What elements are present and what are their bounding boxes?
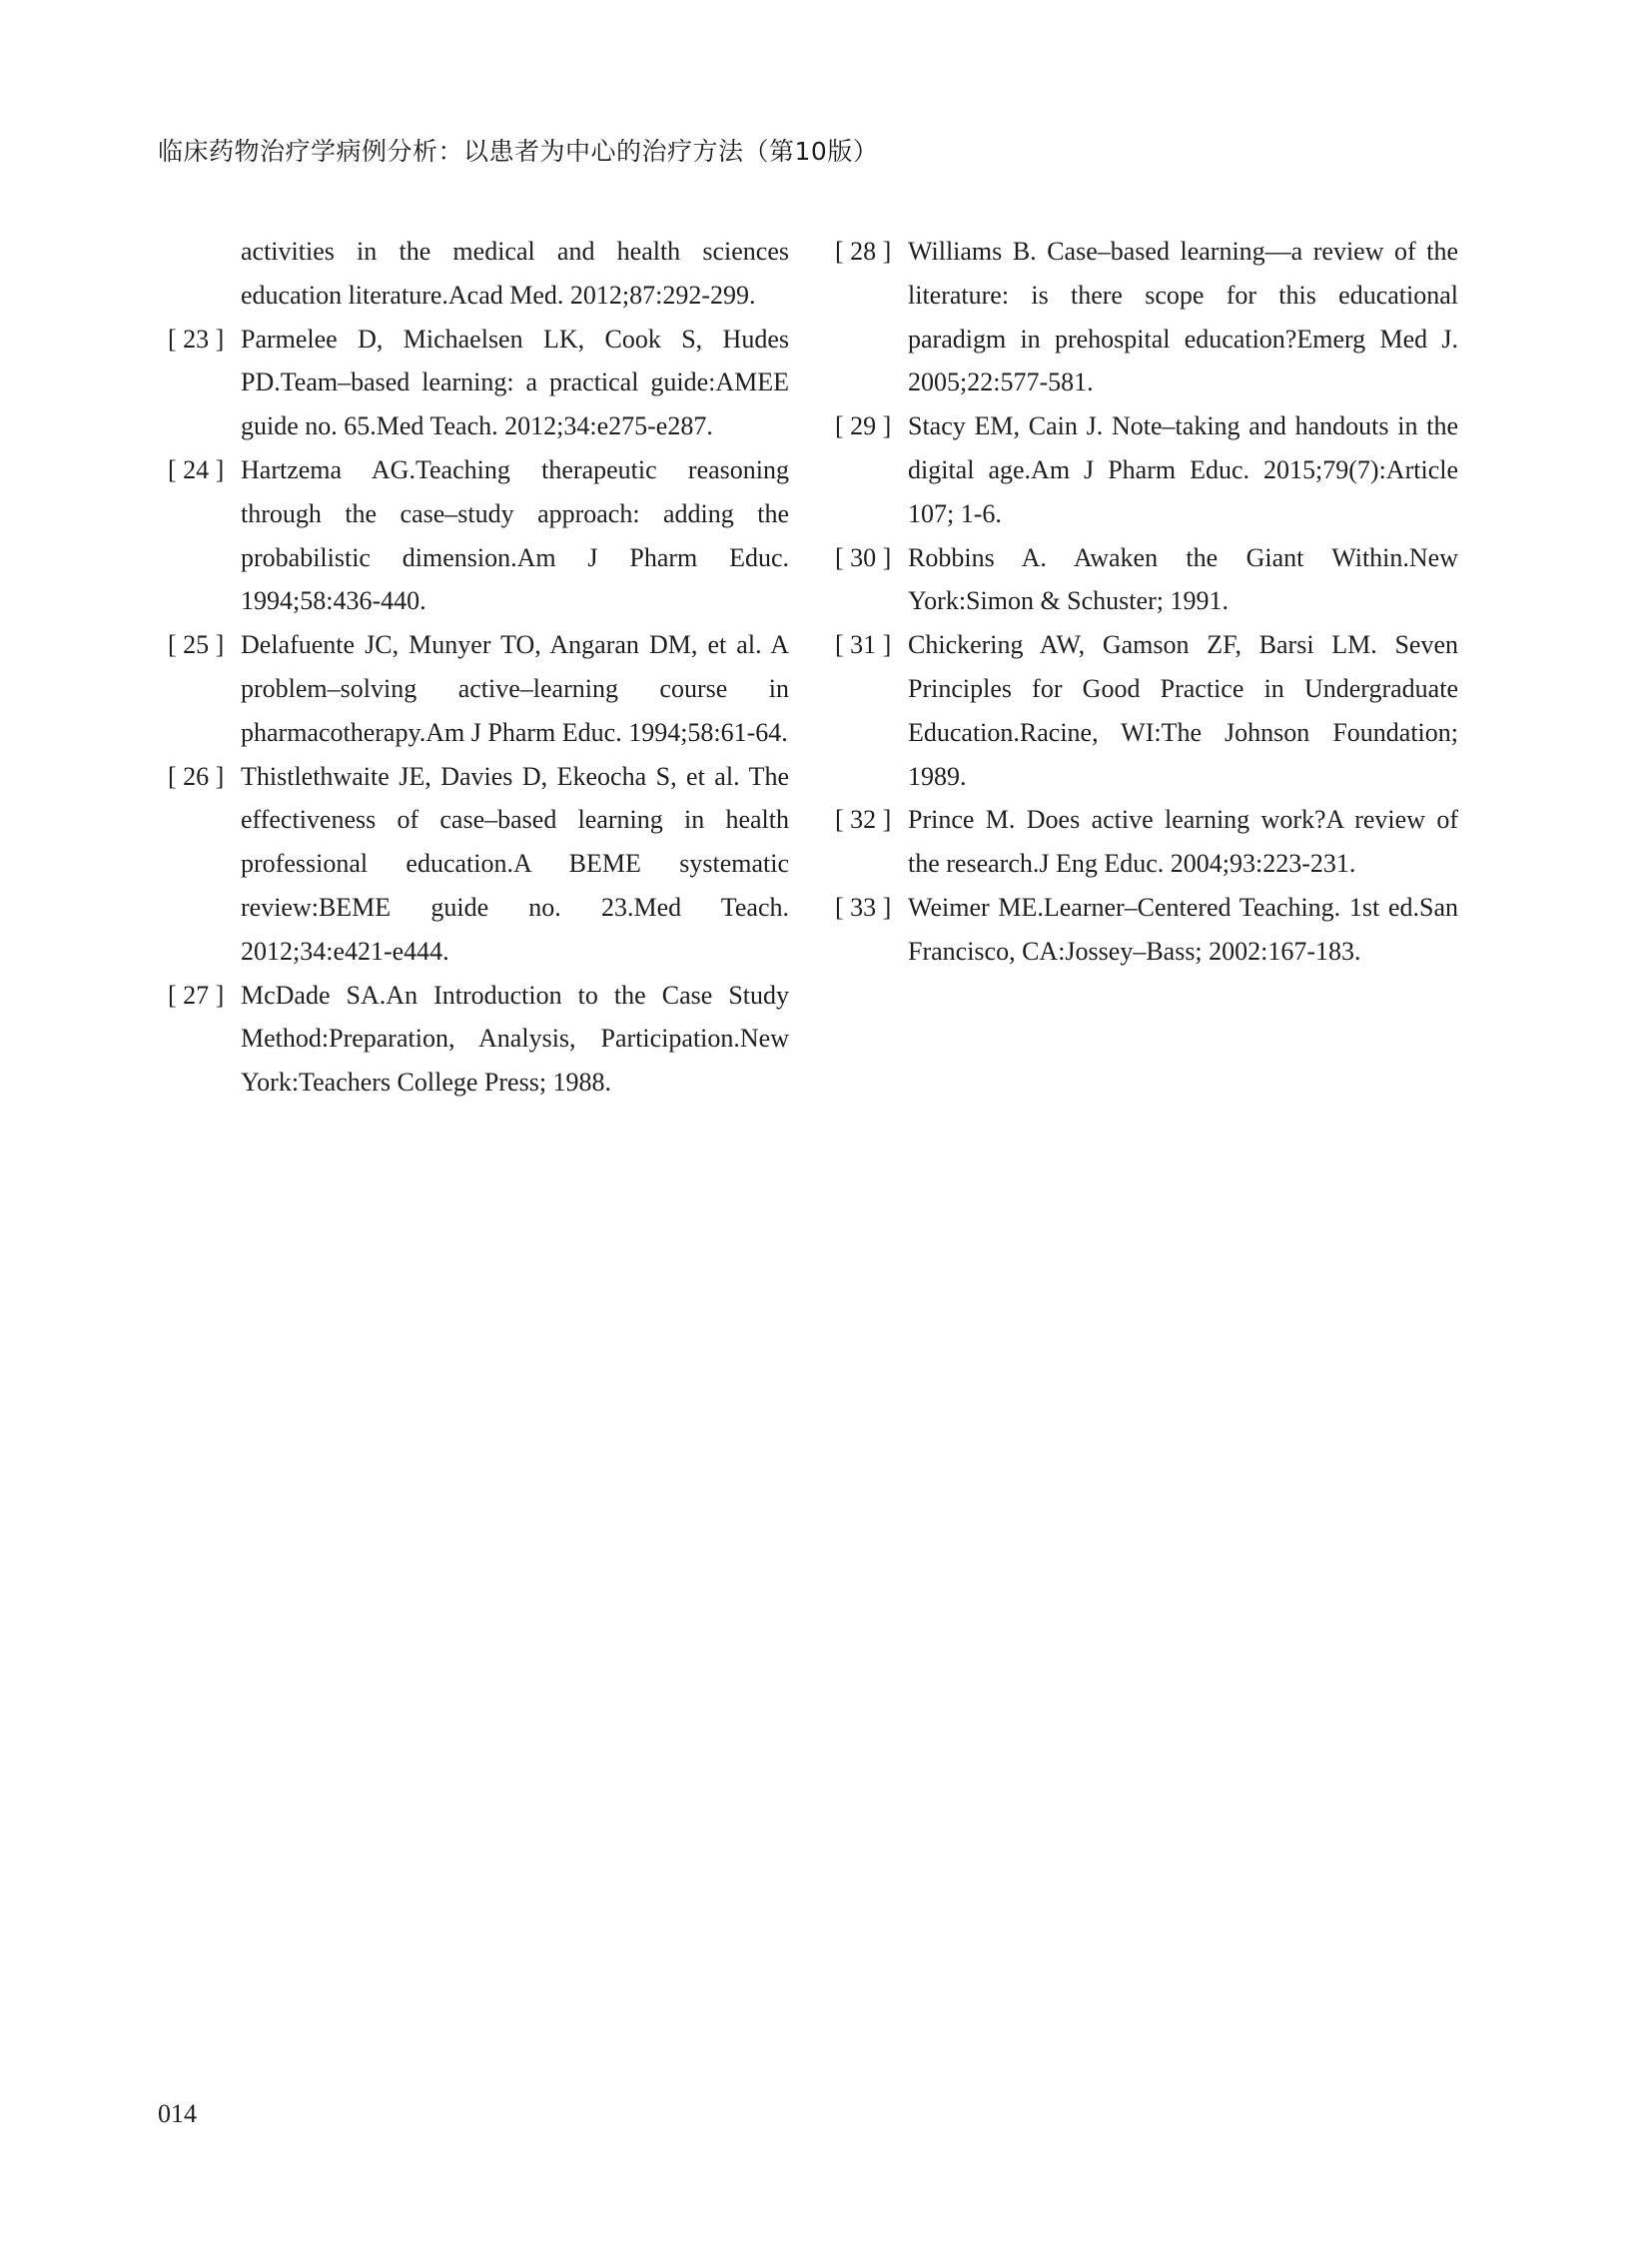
reference-text: Thistlethwaite JE, Davies D, Ekeocha S, et al. The effectiveness of case–based learning in health professional education.A BEME systematic review:BEME guide no. 23.Med Teach. 2012;34:e421-e444.	[241, 761, 789, 966]
reference-item-32	[825, 798, 1458, 886]
reference-number: [ 25 ]	[168, 630, 225, 660]
reference-number: [ 33 ]	[835, 892, 892, 922]
reference-text: Hartzema AG.Teaching therapeutic reasoning through the case–study approach: adding the probabilistic dimension.Am J Pharm Educ. 1994;58:436-440.	[241, 454, 789, 616]
reference-item-30	[825, 536, 1458, 624]
reference-text: Parmelee D, Michaelsen LK, Cook S, Hudes PD.Team–based learning: a practical guide:AMEE guide no. 65.Med Teach. 2012;34:e275-e287.	[241, 324, 789, 441]
reference-item-24	[158, 448, 789, 623]
reference-text: Chickering AW, Gamson ZF, Barsi LM. Seven Principles for Good Practice in Undergraduate Education.Racine, WI:The Johnson Foundation; 1989.	[908, 630, 1458, 791]
reference-item-25	[158, 623, 789, 754]
reference-item-28	[825, 230, 1458, 404]
reference-text: Delafuente JC, Munyer TO, Angaran DM, et al. A problem–solving active–learning course in pharmacotherapy.Am J Pharm Educ. 1994;58:61-64.	[241, 630, 789, 747]
running-header: 临床药物治疗学病例分析：以患者为中心的治疗方法（第10版）	[158, 137, 879, 166]
reference-item-33	[825, 886, 1458, 974]
reference-item-31	[825, 623, 1458, 798]
reference-item-23	[158, 318, 789, 448]
reference-number: [ 23 ]	[168, 324, 225, 354]
reference-number: [ 24 ]	[168, 454, 225, 484]
reference-number: [ 27 ]	[168, 980, 225, 1010]
reference-text: Robbins A. Awaken the Giant Within.New York:Simon & Schuster; 1991.	[908, 542, 1458, 616]
reference-text: Prince M. Does active learning work?A review of the research.J Eng Educ. 2004;93:223-231.	[908, 805, 1458, 879]
references-left-column	[158, 230, 789, 1105]
reference-text: Weimer ME.Learner–Centered Teaching. 1st ed.San Francisco, CA:Jossey–Bass; 2002:167-183.	[908, 892, 1458, 966]
reference-number: [ 28 ]	[835, 237, 892, 266]
reference-text: McDade SA.An Introduction to the Case Study Method:Preparation, Analysis, Participation.New York:Teachers College Press; 1988.	[241, 980, 789, 1098]
reference-continuation	[158, 230, 789, 318]
reference-number: [ 29 ]	[835, 411, 892, 441]
reference-number: [ 32 ]	[835, 805, 892, 835]
reference-item-27	[158, 974, 789, 1105]
page-number: 014	[158, 2099, 197, 2128]
reference-text: Stacy EM, Cain J. Note–taking and handouts in the digital age.Am J Pharm Educ. 2015;79(7):Article 107; 1-6.	[908, 411, 1458, 528]
references-right-column	[825, 230, 1458, 974]
reference-number: [ 30 ]	[835, 542, 892, 572]
reference-item-26	[158, 755, 789, 974]
reference-text: Williams B. Case–based learning—a review of the literature: is there scope for this educational paradigm in prehospital education?Emerg Med J. 2005;22:577-581.	[908, 237, 1458, 397]
reference-text: activities in the medical and health sciences education literature.Acad Med. 2012;87:292-299.	[241, 237, 789, 310]
reference-item-29	[825, 404, 1458, 535]
reference-number: [ 31 ]	[835, 630, 892, 660]
reference-number: [ 26 ]	[168, 761, 225, 791]
